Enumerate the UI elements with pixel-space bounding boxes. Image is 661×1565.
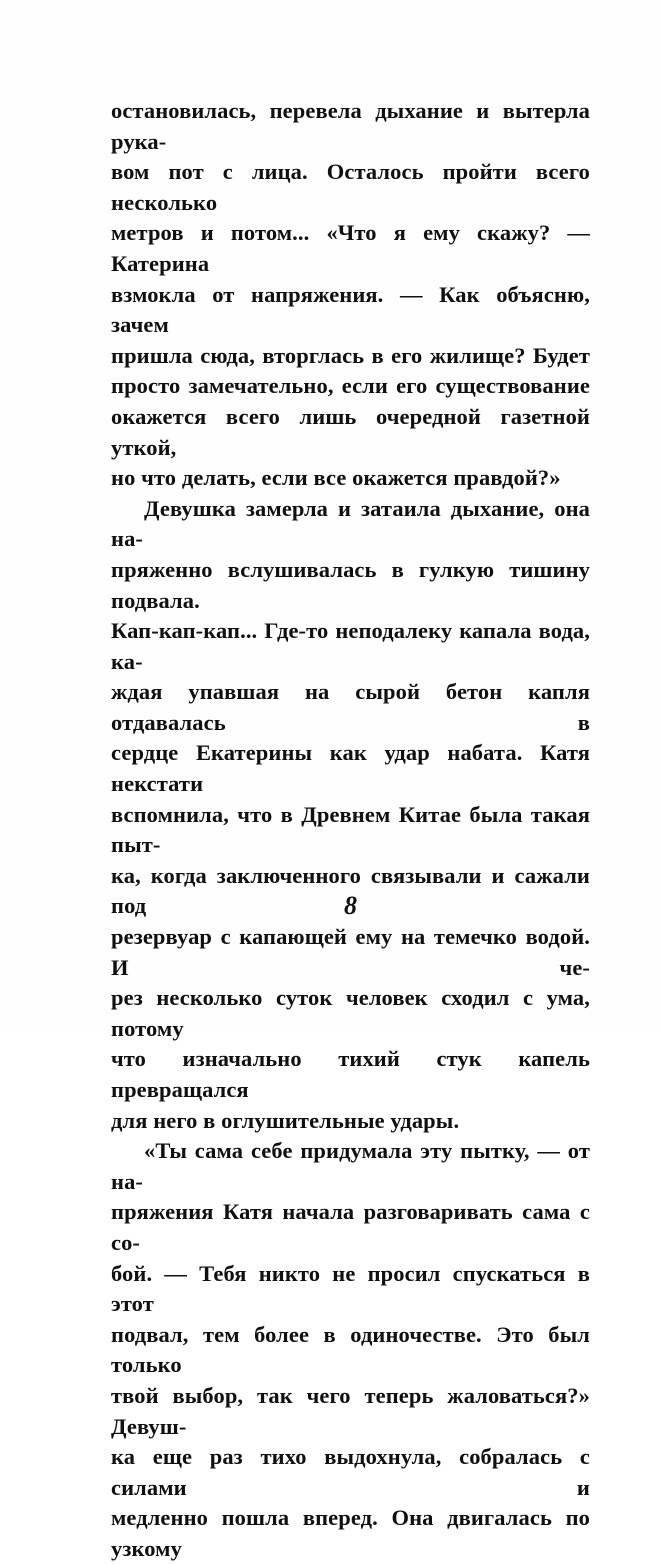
text-line: пришла сюда, вторглась в его жилище? Будет <box>111 342 590 368</box>
text-line: вом пот с лица. Осталось пройти всего несколько <box>111 159 590 215</box>
text-line: бой. — Тебя никто не просил спускаться в этот <box>111 1260 590 1317</box>
text-line: что изначально тихий стук капель превращался <box>111 1046 590 1102</box>
text-line: для него в оглушительные удары. <box>111 1107 460 1133</box>
text-line: пряжения Катя начала разговаривать сама с со- <box>111 1199 590 1255</box>
text-line: взмокла от напряжения. — Как объясню, зачем <box>111 281 590 338</box>
text-line: сердце Екатерины как удар набата. Катя некстати <box>111 740 590 797</box>
text-line: метров и потом... «Что я ему скажу? — Катерина <box>111 220 590 276</box>
text-line: ка еще раз тихо выдохнула, собралась с силами и <box>111 1444 590 1500</box>
text-line: окажется всего лишь очередной газетной уткой, <box>111 403 590 460</box>
text-line: «Ты сама себе придумала эту пытку, — от на- <box>111 1138 590 1194</box>
text-line: твой выбор, так чего теперь жаловаться?» Девуш- <box>111 1382 590 1439</box>
text-line: рез несколько суток человек сходил с ума, потому <box>111 985 590 1041</box>
text-line: остановилась, перевела дыхание и вытерла рука- <box>111 98 590 154</box>
text-line: но что делать, если все окажется правдой?» <box>111 465 561 491</box>
text-line: ка, когда заключенного связывали и сажали под <box>111 862 590 919</box>
text-block <box>111 96 590 1565</box>
page-number: 8 <box>344 891 357 920</box>
text-line: ждая упавшая на сырой бетон капля отдавалась в <box>111 679 590 735</box>
text-line: резервуар с капающей ему на темечко водой. И че- <box>111 924 590 980</box>
text-line: медленно пошла вперед. Она двигалась по узкому <box>111 1505 590 1561</box>
text-line: просто замечательно, если его существование <box>111 373 590 399</box>
text-line: Кап-кап-кап... Где-то неподалеку капала вода, ка- <box>111 618 590 674</box>
text-line: подвал, тем более в одиночестве. Это был только <box>111 1321 590 1378</box>
text-line: вспомнила, что в Древнем Китае была такая пыт- <box>111 801 590 858</box>
text-line: Девушка замерла и затаила дыхание, она на- <box>111 495 590 552</box>
text-line: пряженно вслушивалась в гулкую тишину подвала. <box>111 556 590 613</box>
